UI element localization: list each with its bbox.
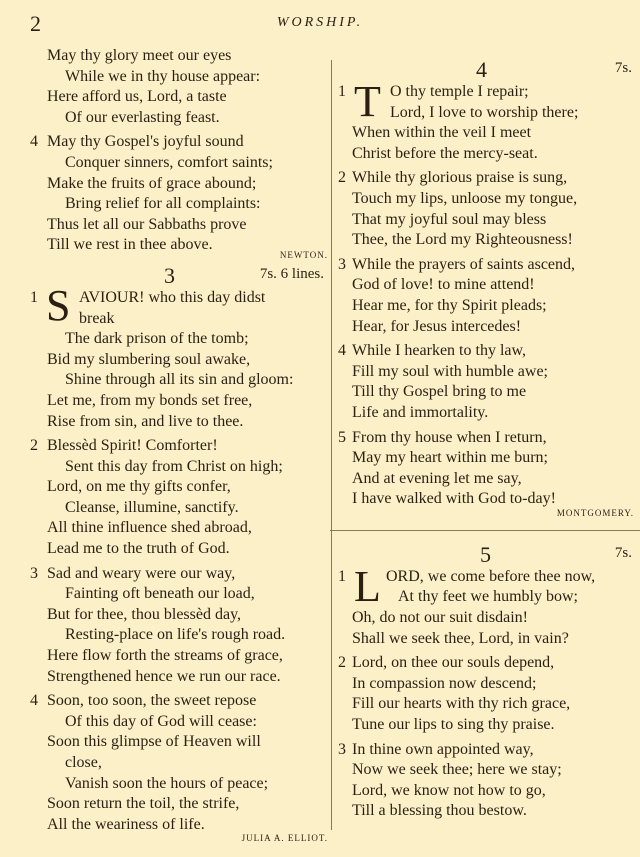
hymn-line-row [338, 317, 634, 338]
hymn-line: The dark prison of the tomb; [65, 330, 249, 348]
hymn3-number: 3 [164, 262, 175, 288]
hymn-line: O thy temple I repair; [390, 83, 529, 100]
hymn-line: Sent this day from Christ on high; [65, 457, 283, 475]
hymn-line: Now we seek thee; here we stay; [352, 761, 562, 779]
hymn-line-row [338, 694, 634, 715]
hymn-line-row [338, 489, 634, 510]
stanza-number: 5 [338, 428, 346, 446]
hymn-line-row [338, 801, 634, 822]
hymn-line-row [338, 403, 634, 424]
hymn-line: In thine own appointed way, [352, 740, 534, 758]
hymn-line: That my joyful soul may bless [352, 210, 547, 228]
hymn-line-row [30, 794, 328, 815]
hymn-line: Lord, we know not how to go, [352, 781, 546, 799]
hymn-line-row [30, 518, 328, 539]
hymn-line: While thy glorious praise is sung, [352, 169, 568, 187]
hymn-line-row [30, 87, 328, 108]
hymn-line: AVIOUR! who this day didst [79, 288, 266, 306]
hymn-line: When within the veil I meet [352, 124, 532, 142]
hymn-line-row [338, 469, 634, 490]
hymn3-stanza4 [30, 691, 328, 835]
hymn-line: Here afford us, Lord, a taste [47, 88, 227, 106]
hymn4-number: 4 [476, 57, 487, 82]
hymn-line-row [338, 296, 634, 317]
hymn-line: Shine through all its sin and gloom: [65, 371, 294, 389]
hymn-line: Let me, from my bonds set free, [47, 391, 253, 409]
hymn-line: Fill our hearts with thy rich grace, [352, 695, 571, 713]
hymn-line-row [30, 625, 328, 646]
hymn-line-row [338, 168, 634, 189]
stanza-number: 1 [338, 567, 346, 585]
left-column [30, 46, 328, 845]
hymn-line-row [30, 712, 328, 733]
hymn-line-row [30, 132, 328, 153]
hymn-line: Rise from sin, and live to thee. [47, 412, 244, 430]
stanza-number: 4 [30, 133, 38, 151]
hymn-line: While we in thy house appear: [65, 67, 261, 85]
hymn-line: Of this day of God will cease: [65, 712, 257, 730]
hymn-line-row [338, 275, 634, 296]
hymn-line-row [30, 215, 328, 236]
hymn3-meter: 7s. 6 lines. [259, 265, 324, 282]
stanza-number: 2 [30, 437, 38, 455]
hymn-line: Hear me, for thy Spirit pleads; [352, 296, 547, 314]
hymn-line-row [338, 740, 634, 761]
hymn-line-row [30, 753, 328, 774]
hymn-line: May thy Gospel's joyful sound [47, 133, 244, 151]
hymn-line-row [30, 391, 328, 412]
hymn-line-row [338, 428, 634, 449]
hymn3-dropcap: S [46, 280, 71, 330]
hymn-line-row [30, 477, 328, 498]
hymn-line-row [30, 646, 328, 667]
hymn4-heading [338, 56, 634, 82]
hymn-line-row [30, 235, 328, 256]
hymn5-meter: 7s. [614, 544, 632, 561]
hymn4-stanza2 [338, 168, 634, 250]
hymn-line-row [30, 412, 328, 433]
hymn-line: Life and immortality. [352, 403, 489, 421]
hymn-line: Make the fruits of grace abound; [47, 174, 257, 192]
hymn-line: break [79, 309, 115, 327]
hymn3-stanza3 [30, 564, 328, 688]
hymn-line: Touch my lips, unloose my tongue, [352, 189, 578, 207]
hymn-line: Tune our lips to sing thy praise. [352, 716, 555, 734]
hymn-line: Here flow forth the streams of grace, [47, 647, 283, 665]
hymn-line-row [338, 760, 634, 781]
hymn4-stanza4 [338, 341, 634, 423]
hymn-line-row [30, 174, 328, 195]
hymn-line-row [338, 144, 634, 165]
hymn-line: Fill my soul with humble awe; [352, 362, 548, 380]
stanza-number: 1 [30, 288, 38, 306]
hymn5-stanza1 [338, 561, 634, 649]
hymn-line: Soon return the toil, the strife, [47, 795, 240, 813]
hymn-line-row [30, 370, 328, 391]
stanza-number: 3 [338, 255, 346, 273]
hymn-line: Cleanse, illumine, sanctify. [65, 498, 239, 516]
hymn-line: Blessèd Spirit! Comforter! [47, 437, 218, 455]
hymn-line-row [338, 230, 634, 251]
hymn-line: close, [65, 754, 102, 771]
hymn-line: May thy glory meet our eyes [47, 47, 232, 64]
hymn4-dropcap: T [354, 77, 381, 126]
hymn-line-row [338, 781, 634, 802]
hymn-line-row [338, 674, 634, 695]
hymn-line: May my heart within me burn; [352, 449, 548, 467]
hymn-line-row [338, 448, 634, 469]
hymn-line: ORD, we come before thee now, [386, 567, 596, 585]
hymn3-stanza1 [30, 280, 328, 432]
hymn-line-row [30, 329, 328, 350]
hymn-line-row [338, 341, 634, 362]
hymn-line: Resting-place on life's rough road. [65, 626, 286, 644]
hymn-line-row [30, 667, 328, 688]
hymn-line-row [30, 457, 328, 478]
hymn-line: Thee, the Lord my Righteousness! [352, 231, 573, 249]
hymn4-stanza1-rest [338, 123, 634, 164]
hymn-line-row [338, 210, 634, 231]
hymn-line-row [338, 629, 634, 650]
hymn-line: Vanish soon the hours of peace; [65, 774, 269, 792]
stanza-number: 3 [338, 740, 346, 758]
hymn-line: Sad and weary were our way, [47, 564, 236, 582]
hymn-line-row [30, 539, 328, 560]
hymn-line-row [30, 67, 328, 88]
hymn-line: Lead me to the truth of God. [47, 540, 230, 558]
hymn-line: Till thy Gospel bring to me [352, 383, 527, 401]
hymn-line-row [30, 46, 328, 67]
hymn-line: Conquer sinners, comfort saints; [65, 153, 273, 171]
hymn4-stanza1 [338, 77, 634, 164]
hymn-line-row [338, 362, 634, 383]
stanza-number: 3 [30, 564, 38, 582]
hymn-line: While the prayers of saints ascend, [352, 255, 576, 273]
hymn-line: Christ before the mercy-seat. [352, 144, 538, 162]
hymn-line: All thine influence shed abroad, [47, 519, 252, 537]
section-divider [330, 530, 640, 531]
hymn3-author: JULIA A. ELLIOT. [241, 833, 328, 844]
hymn-line: In compassion now descend; [352, 674, 537, 692]
hymn3-heading [30, 262, 328, 288]
hymn-line: Strengthened hence we run our race. [47, 667, 281, 685]
hymn-line: Till a blessing thou bestow. [352, 802, 527, 820]
hymn5-number: 5 [480, 541, 491, 567]
hymn-line-row [30, 108, 328, 129]
stanza-number: 2 [338, 169, 346, 187]
hymn3-stanza2 [30, 436, 328, 560]
hymn-line-row [30, 498, 328, 519]
hymn-line-row [338, 715, 634, 736]
hymn5-heading [338, 541, 634, 567]
hymn4-stanza3 [338, 255, 634, 337]
hymn3-stanza1-rest [30, 329, 328, 432]
hymn-line: God of love! to mine attend! [352, 276, 535, 294]
page-number: 2 [30, 11, 41, 36]
hymn-line-row [30, 774, 328, 795]
hymn-line: While I hearken to thy law, [352, 342, 527, 360]
hymn-line-row [338, 123, 634, 144]
hymn-line: Bid my slumbering soul awake, [47, 350, 251, 368]
hymn-line-row [30, 350, 328, 371]
hymn-line-row [30, 815, 328, 836]
hymn-line-row [30, 564, 328, 585]
hymn5-dropcap: L [354, 561, 381, 611]
hymn-line: At thy feet we humbly bow; [398, 588, 578, 606]
stanza-number: 4 [338, 342, 346, 360]
hymn-line: Lord, I love to worship there; [390, 103, 579, 121]
hymn-line: Thus let all our Sabbaths prove [47, 215, 247, 233]
hymn-line-row [30, 436, 328, 457]
right-column [338, 46, 634, 822]
hymn2-stanza4 [30, 132, 328, 256]
hymn2-stanza3 [30, 46, 328, 128]
hymn-line-row [338, 608, 634, 629]
hymn-line: Oh, do not our suit disdain! [352, 609, 528, 627]
hymn4-stanza5 [338, 428, 634, 510]
hymn-line-row [30, 605, 328, 626]
hymn5-stanza3 [338, 740, 634, 822]
running-title: WORSHIP. [276, 15, 364, 30]
hymn-line: Bring relief for all complaints: [65, 195, 261, 213]
hymn-line: I have walked with God to-day! [352, 490, 556, 508]
hymn-line: Shall we seek thee, Lord, in vain? [352, 629, 569, 647]
hymn-line: All the weariness of life. [47, 815, 205, 833]
hymn-line-row [30, 194, 328, 215]
hymn-line: Hear, for Jesus intercedes! [352, 317, 522, 335]
hymn-line: Till we rest in thee above. [47, 236, 213, 254]
hymn-line-row [30, 153, 328, 174]
hymn-line: From thy house when I return, [352, 428, 547, 446]
hymn-line-row [30, 584, 328, 605]
hymn-line: Lord, on thee our souls depend, [352, 654, 555, 672]
hymn-line: Soon this glimpse of Heaven will [47, 733, 261, 751]
stanza-number: 4 [30, 692, 38, 710]
hymn-line-row [30, 732, 328, 753]
hymn-line-row [30, 691, 328, 712]
hymn-line-row [338, 255, 634, 276]
hymn4-author: MONTGOMERY. [556, 507, 634, 518]
hymn-line: But for thee, thou blessèd day, [47, 605, 242, 623]
hymn5-stanza1-rest [338, 608, 634, 649]
stanza-number: 2 [338, 654, 346, 672]
stanza-number: 1 [338, 83, 346, 100]
hymn2-author: NEWTON. [279, 249, 328, 260]
column-divider [331, 60, 332, 830]
hymn-line: And at evening let me say, [352, 469, 522, 487]
hymn-line-row [338, 382, 634, 403]
hymn-line-row [338, 653, 634, 674]
hymn-line: Fainting oft beneath our load, [65, 585, 255, 603]
hymn4-meter: 7s. [614, 60, 632, 76]
hymn-line-row [338, 189, 634, 210]
hymn-line: Soon, too soon, the sweet repose [47, 692, 257, 710]
hymn-line: Lord, on me thy gifts confer, [47, 478, 231, 496]
hymn-line: Of our everlasting feast. [65, 108, 220, 126]
hymn5-stanza2 [338, 653, 634, 735]
